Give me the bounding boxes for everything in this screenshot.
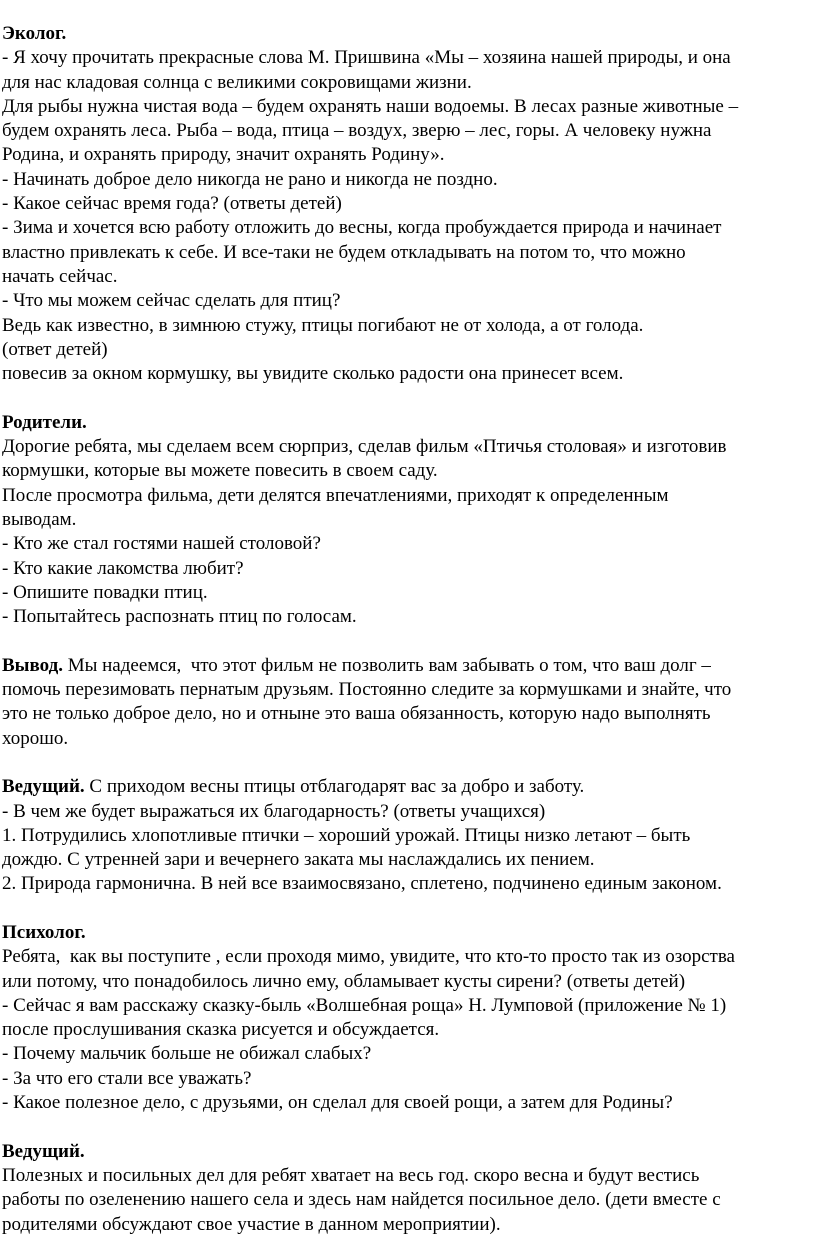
section-conclusion <box>2 654 814 751</box>
text-line: - Зима и хочется всю работу отложить до весны, когда пробуждается природа и начинает <box>2 217 722 239</box>
text-line: - Что мы можем сейчас сделать для птиц? <box>2 290 341 312</box>
section-heading: Психолог. <box>2 921 86 943</box>
text-line: будем охранять леса. Рыба – вода, птица – воздух, зверю – лес, горы. А человеку нужна <box>2 120 712 142</box>
paragraph-gap <box>2 751 814 775</box>
text-line: - Начинать доброе дело никогда не рано и никогда не поздно. <box>2 168 498 190</box>
text-line: дождю. С утренней зари и вечернего заката мы наслаждались их пением. <box>2 849 595 871</box>
text-line: Ведь как известно, в зимнюю стужу, птицы погибают не от холода, а от голода. <box>2 314 644 336</box>
section-parents <box>2 411 814 630</box>
text-line: Для рыбы нужна чистая вода – будем охранять наши водоемы. В лесах разные животные – <box>2 95 739 117</box>
text-line: - Опишите повадки птиц. <box>2 581 208 603</box>
text-line: После просмотра фильма, дети делятся впечатлениями, приходят к определенным <box>2 484 669 506</box>
text-line: Родина, и охранять природу, значит охранять Родину». <box>2 144 445 166</box>
text-line: - Сейчас я вам расскажу сказку-быль «Волшебная роща» Н. Лумповой (приложение № 1) <box>2 994 727 1016</box>
paragraph-gap <box>2 629 814 653</box>
paragraph-gap <box>2 1115 814 1139</box>
text-line: начать сейчас. <box>2 265 118 287</box>
heading-continuation: С приходом весны птицы отблагодарят вас за добро и заботу. <box>84 776 585 798</box>
text-line: помочь перезимовать пернатым друзьям. Постоянно следите за кормушками и знайте, что <box>2 679 732 701</box>
text-line: - Кто какие лакомства любит? <box>2 557 244 579</box>
text-line: 2. Природа гармонична. В ней все взаимосвязано, сплетено, подчинено единым законом. <box>2 873 722 895</box>
text-line: - Какое сейчас время года? (ответы детей) <box>2 193 342 215</box>
text-line: Ребята, как вы поступите , если проходя мимо, увидите, что кто-то просто так из озорства <box>2 946 735 968</box>
text-line: работы по озеленению нашего села и здесь нам найдется посильное дело. (дети вместе с <box>2 1189 721 1211</box>
text-line: кормушки, которые вы можете повесить в своем саду. <box>2 460 438 482</box>
text-line: - Какое полезное дело, с друзьями, он сделал для своей рощи, а затем для Родины? <box>2 1092 673 1114</box>
text-line: властно привлекать к себе. И все-таки не будем откладывать на потом то, что можно <box>2 241 686 263</box>
section-ecologist <box>2 22 814 386</box>
text-line: - В чем же будет выражаться их благодарность? (ответы учащихся) <box>2 800 546 822</box>
heading-continuation: Мы надеемся, что этот фильм не позволить вам забывать о том, что ваш долг – <box>62 654 711 676</box>
text-line: выводам. <box>2 508 77 530</box>
section-psychologist <box>2 921 814 1115</box>
text-line: - Почему мальчик больше не обижал слабых? <box>2 1043 372 1065</box>
text-line: - Кто же стал гостями нашей столовой? <box>2 533 321 555</box>
paragraph-gap <box>2 897 814 921</box>
section-host-1 <box>2 775 814 896</box>
text-line: или потому, что понадобилось лично ему, обламывает кусты сирени? (ответы детей) <box>2 970 686 992</box>
section-host-2 <box>2 1140 814 1237</box>
section-heading: Вывод. <box>2 654 63 676</box>
text-line: после прослушивания сказка рисуется и обсуждается. <box>2 1019 440 1041</box>
section-heading: Эколог. <box>2 23 67 44</box>
text-line: хорошо. <box>2 727 69 749</box>
section-heading: Ведущий. <box>2 1140 85 1162</box>
text-line: 1. Потрудились хлопотливые птички – хороший урожай. Птицы низко летают – быть <box>2 824 691 846</box>
text-line <box>2 654 814 678</box>
text-line: Полезных и посильных дел для ребят хватает на весь год. скоро весна и будут вестись <box>2 1164 700 1186</box>
text-line <box>2 775 814 799</box>
text-line: - Попытайтесь распознать птиц по голосам. <box>2 606 357 628</box>
text-line: - За что его стали все уважать? <box>2 1067 252 1089</box>
text-line: Дорогие ребята, мы сделаем всем сюрприз, сделав фильм «Птичья столовая» и изготовив <box>2 436 727 458</box>
text-line: это не только доброе дело, но и отныне это ваша обязанность, которую надо выполнять <box>2 703 711 725</box>
text-line: - Я хочу прочитать прекрасные слова М. Пришвина «Мы – хозяина нашей природы, и она <box>2 47 731 69</box>
paragraph-gap <box>2 386 814 410</box>
text-line: (ответ детей) <box>2 338 108 360</box>
text-line: повесив за окном кормушку, вы увидите сколько радости она принесет всем. <box>2 363 624 385</box>
text-line: для нас кладовая солнца с великими сокровищами жизни. <box>2 71 472 93</box>
text-line: родителями обсуждают свое участие в данном мероприятии). <box>2 1213 501 1235</box>
section-heading: Ведущий. <box>2 776 85 798</box>
section-heading: Родители. <box>2 411 87 433</box>
